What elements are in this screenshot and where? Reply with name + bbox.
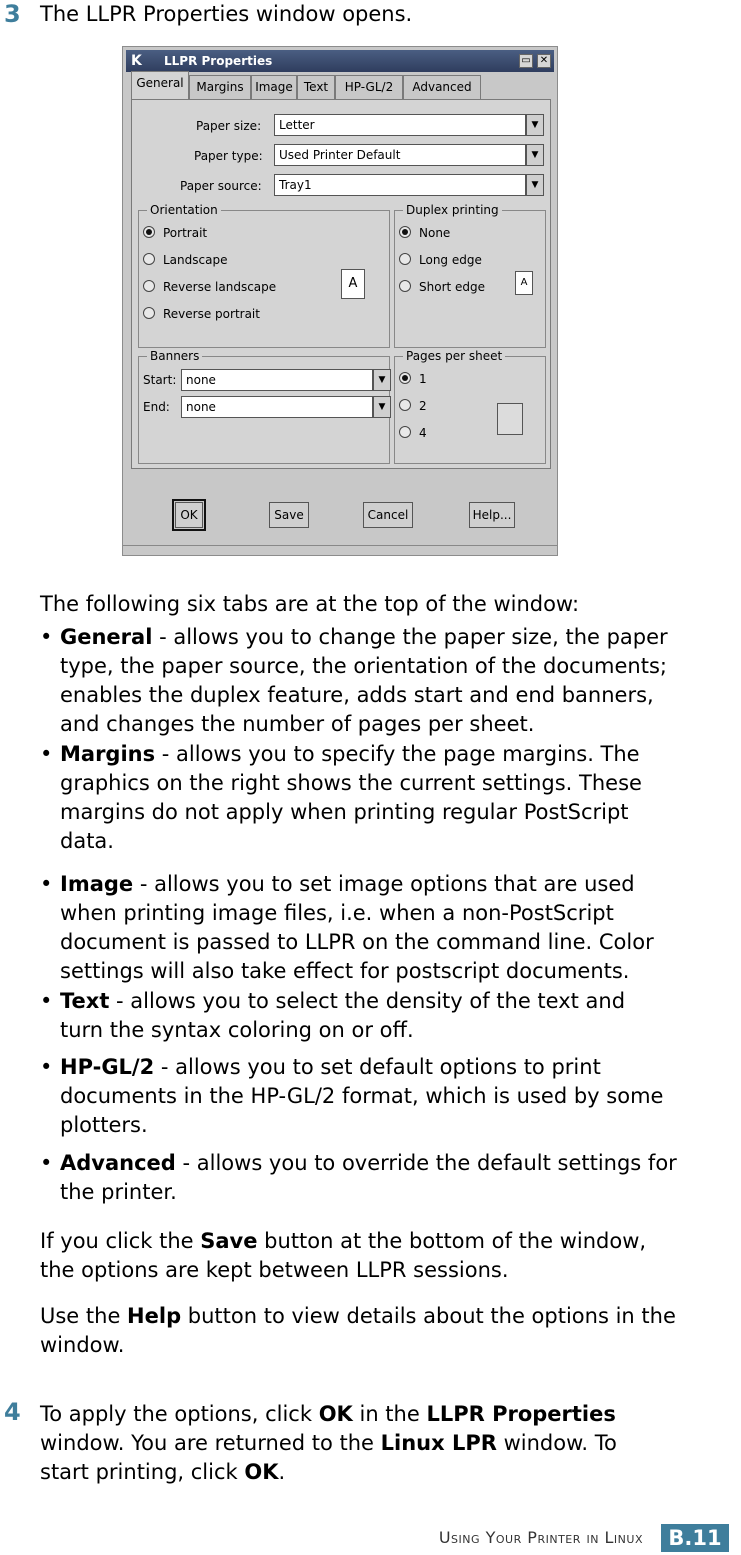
bullet-line: documents in the HP-GL/2 format, which is used by some — [60, 1084, 664, 1108]
pages-per-sheet-title: Pages per sheet — [403, 348, 505, 364]
radio-short-edge-label: Short edge — [419, 280, 486, 294]
bullet-line — [60, 1149, 677, 1178]
step-4-text — [40, 1400, 617, 1487]
bullet-line — [60, 1053, 663, 1082]
save-para-bold: Save — [200, 1229, 258, 1253]
radio-reverse-landscape-label: Reverse landscape — [163, 280, 277, 294]
orientation-title: Orientation — [147, 202, 221, 218]
radio-unchecked-icon — [399, 253, 411, 265]
paper-size-value: Letter — [279, 118, 315, 132]
save-paragraph — [40, 1227, 646, 1285]
radio-unchecked-icon — [399, 426, 411, 438]
banner-start-select[interactable] — [181, 369, 386, 391]
bullet-line: data. — [60, 829, 114, 853]
help-para-post: button to view details about the options in the — [181, 1304, 676, 1328]
bullet-line: graphics on the right shows the current settings. These — [60, 771, 642, 795]
orientation-group — [138, 203, 390, 348]
tab-image[interactable]: Image — [251, 75, 297, 99]
bullet-line: type, the paper source, the orientation of the documents; — [60, 654, 667, 678]
step4-l1-llpr: LLPR Properties — [426, 1402, 616, 1426]
cancel-button[interactable]: Cancel — [363, 502, 413, 528]
paper-size-label: Paper size: — [196, 119, 262, 133]
radio-reverse-portrait-label: Reverse portrait — [163, 307, 260, 321]
banners-title: Banners — [147, 348, 202, 364]
radio-short-edge[interactable] — [399, 279, 485, 295]
radio-unchecked-icon — [399, 280, 411, 292]
chevron-down-icon[interactable]: ▼ — [373, 369, 391, 391]
step4-l2-pre: window. You are returned to the — [40, 1431, 381, 1455]
bullet-line-text: - allows you to set image options that are used — [133, 872, 635, 896]
chevron-down-icon[interactable]: ▼ — [526, 114, 544, 136]
save-button[interactable]: Save — [269, 502, 309, 528]
duplex-title: Duplex printing — [403, 202, 502, 218]
bullet-term: Image — [60, 872, 134, 896]
radio-unchecked-icon — [143, 280, 155, 292]
maximize-icon[interactable]: ▭ — [519, 54, 533, 68]
radio-landscape[interactable] — [143, 252, 227, 268]
radio-duplex-none-label: None — [419, 226, 451, 240]
step4-l1-ok: OK — [318, 1402, 353, 1426]
radio-checked-icon — [399, 372, 411, 384]
bullet-line-text: - allows you to change the paper size, the paper — [152, 625, 668, 649]
llpr-properties-window — [122, 46, 558, 556]
step4-l3-pre: start printing, click — [40, 1460, 245, 1484]
duplex-group — [394, 203, 546, 348]
chevron-down-icon[interactable]: ▼ — [373, 396, 391, 418]
tab-margins[interactable]: Margins — [189, 75, 251, 99]
radio-pages-4[interactable] — [399, 425, 427, 441]
page-number-badge: B.11 — [661, 1524, 729, 1552]
bullet-line-text: - allows you to select the density of the text and — [109, 989, 626, 1013]
bullet-dot: • — [40, 625, 53, 649]
duplex-preview-icon: A — [515, 271, 533, 295]
bullet-line: enables the duplex feature, adds start and end banners, — [60, 683, 654, 707]
bullet-line-text: - allows you to override the default settings for — [175, 1151, 677, 1175]
banner-end-value: none — [186, 400, 216, 414]
paper-source-label: Paper source: — [180, 179, 262, 193]
bullet-text — [60, 623, 668, 739]
save-para-line2: the options are kept between LLPR sessions. — [40, 1258, 509, 1282]
bullet-text — [60, 987, 625, 1045]
paper-source-value: Tray1 — [279, 178, 312, 192]
bullet-dot: • — [40, 742, 53, 766]
tabs-intro: The following six tabs are at the top of the window: — [40, 592, 580, 616]
banner-start-value: none — [186, 373, 216, 387]
bullet-line — [60, 740, 642, 769]
save-para-pre: If you click the — [40, 1229, 201, 1253]
bullet-line: margins do not apply when printing regular PostScript — [60, 800, 629, 824]
radio-duplex-none[interactable] — [399, 225, 450, 241]
chevron-down-icon[interactable]: ▼ — [526, 144, 544, 166]
bullet-line — [60, 623, 668, 652]
bullet-line-text: - allows you to set default options to print — [154, 1055, 601, 1079]
bullet-term: Margins — [60, 742, 156, 766]
close-icon[interactable]: ✕ — [537, 54, 551, 68]
step4-l1-mid: in the — [352, 1402, 427, 1426]
banner-end-select[interactable] — [181, 396, 386, 418]
bullet-line: when printing image files, i.e. when a non-PostScript — [60, 901, 614, 925]
bullet-line — [60, 987, 625, 1016]
bullet-line: document is passed to LLPR on the command line. Color — [60, 930, 654, 954]
footer-section-title: Using Your Printer in Linux — [438, 1528, 643, 1547]
radio-unchecked-icon — [143, 253, 155, 265]
radio-pages-4-label: 4 — [419, 426, 427, 440]
paper-source-select[interactable] — [274, 174, 539, 196]
radio-pages-1-label: 1 — [419, 372, 427, 386]
bullet-dot: • — [40, 872, 53, 896]
banner-end-label: End: — [143, 400, 170, 414]
tab-general[interactable]: General — [131, 71, 189, 100]
step4-l3-ok: OK — [244, 1460, 279, 1484]
tab-text[interactable]: Text — [297, 75, 335, 99]
step-3-text: The LLPR Properties window opens. — [40, 2, 413, 26]
window-bottom-divider — [123, 545, 557, 546]
radio-unchecked-icon — [143, 307, 155, 319]
radio-long-edge-label: Long edge — [419, 253, 482, 267]
radio-portrait[interactable] — [143, 225, 207, 241]
help-para-pre: Use the — [40, 1304, 128, 1328]
help-para-line2: window. — [40, 1333, 125, 1357]
bullet-text — [60, 1149, 677, 1207]
tab-advanced[interactable]: Advanced — [403, 75, 481, 99]
bullet-text — [60, 740, 642, 856]
bullet-line: the printer. — [60, 1180, 177, 1204]
pages-per-sheet-group — [394, 349, 546, 464]
banners-group — [138, 349, 390, 464]
step4-l2-post: window. To — [496, 1431, 617, 1455]
kde-icon: K — [131, 53, 142, 69]
chevron-down-icon[interactable]: ▼ — [526, 174, 544, 196]
radio-pages-2[interactable] — [399, 398, 427, 414]
ok-button[interactable]: OK — [175, 502, 203, 528]
paper-type-select[interactable] — [274, 144, 539, 166]
banner-start-label: Start: — [143, 373, 177, 387]
radio-checked-icon — [143, 226, 155, 238]
help-paragraph — [40, 1302, 676, 1360]
orientation-preview-icon: A — [341, 269, 365, 299]
radio-checked-icon — [399, 226, 411, 238]
radio-unchecked-icon — [399, 399, 411, 411]
radio-reverse-portrait[interactable] — [143, 306, 260, 322]
help-para-bold: Help — [127, 1304, 182, 1328]
bullet-line: settings will also take effect for postscript documents. — [60, 959, 630, 983]
bullet-term: HP-GL/2 — [60, 1055, 155, 1079]
bullet-dot: • — [40, 1151, 53, 1175]
paper-type-value: Used Printer Default — [279, 148, 401, 162]
window-title: LLPR Properties — [164, 54, 273, 68]
radio-long-edge[interactable] — [399, 252, 482, 268]
bullet-dot: • — [40, 1055, 53, 1079]
save-para-post: button at the bottom of the window, — [257, 1229, 647, 1253]
step4-l1-pre: To apply the options, click — [40, 1402, 319, 1426]
bullet-line: turn the syntax coloring on or off. — [60, 1018, 414, 1042]
bullet-dot: • — [40, 989, 53, 1013]
window-titlebar — [126, 50, 554, 72]
help-button[interactable]: Help... — [469, 502, 515, 528]
bullet-line: plotters. — [60, 1113, 148, 1137]
bullet-line — [60, 870, 654, 899]
radio-portrait-label: Portrait — [163, 226, 208, 240]
bullet-text — [60, 870, 654, 986]
step-number-3: 3 — [4, 0, 21, 28]
step-number-4: 4 — [4, 1398, 21, 1426]
bullet-line: and changes the number of pages per sheet. — [60, 712, 535, 736]
radio-reverse-landscape[interactable] — [143, 279, 276, 295]
bullet-term: Text — [60, 989, 110, 1013]
tab-hpgl2[interactable]: HP-GL/2 — [335, 75, 403, 99]
paper-type-label: Paper type: — [194, 149, 263, 163]
paper-size-select[interactable] — [274, 114, 539, 136]
general-tab-panel — [131, 99, 551, 469]
bullet-term: Advanced — [60, 1151, 176, 1175]
bullet-text — [60, 1053, 663, 1140]
radio-landscape-label: Landscape — [163, 253, 228, 267]
pages-preview-icon — [497, 403, 523, 435]
bullet-term: General — [60, 625, 153, 649]
bullet-line-text: - allows you to specify the page margins. The — [155, 742, 640, 766]
radio-pages-2-label: 2 — [419, 399, 427, 413]
step4-l3-post: . — [278, 1460, 286, 1484]
step4-l2-linux-lpr: Linux LPR — [380, 1431, 497, 1455]
radio-pages-1[interactable] — [399, 371, 427, 387]
